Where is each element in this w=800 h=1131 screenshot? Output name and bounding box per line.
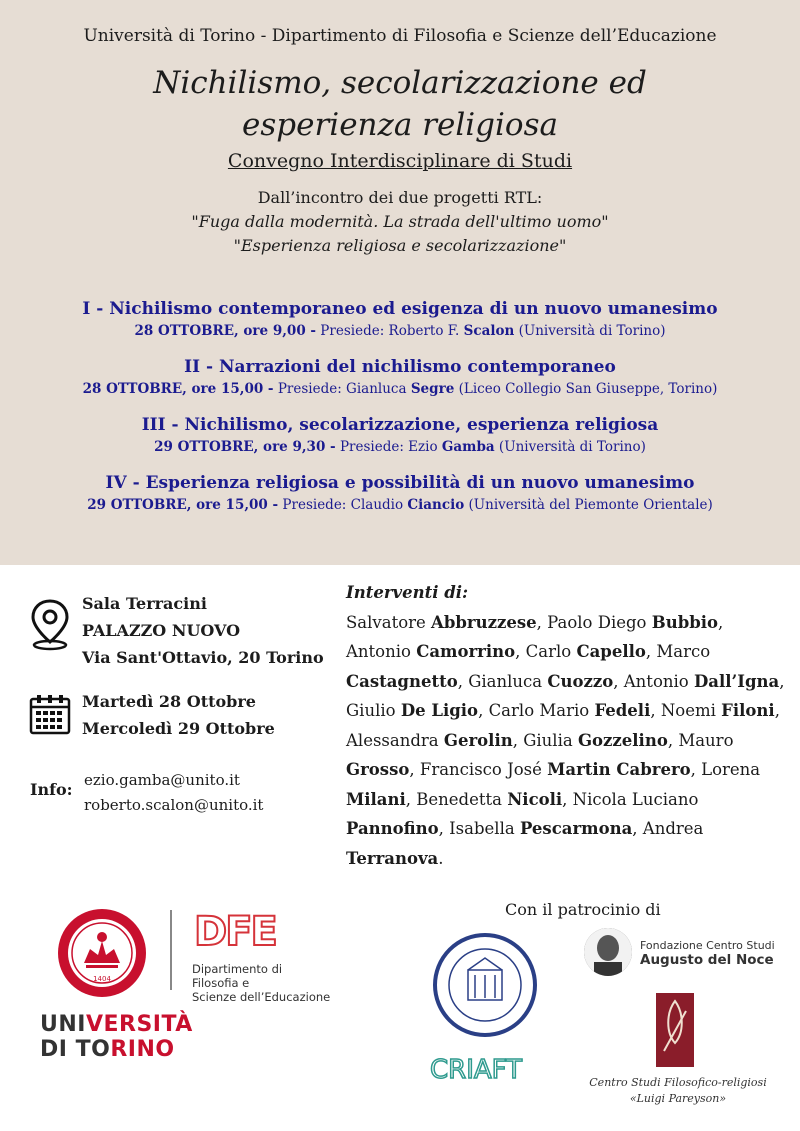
- session-title: IV - Esperienza religiosa e possibilità di un nuovo umanesimo: [105, 473, 695, 493]
- session: [0, 297, 800, 341]
- info-contacts: [84, 768, 263, 818]
- speaker-name: [523, 731, 678, 750]
- speaker-surname: Fedeli: [594, 701, 651, 720]
- dfe-mark: DFE: [194, 909, 276, 955]
- speaker-first-name: Nicola Luciano: [572, 789, 699, 809]
- speaker-separator: ,: [405, 789, 417, 809]
- speaker-first-name: Giulio: [346, 701, 401, 720]
- speaker-name: [489, 701, 661, 720]
- dfe-line-3: Scienze dell’Educazione: [192, 990, 331, 1004]
- speaker-name: [624, 672, 785, 691]
- speaker-first-name: Antonio: [346, 642, 417, 661]
- noce-line-2: Augusto del Noce: [640, 952, 774, 968]
- unito-wordmark-a: UNI: [40, 1012, 86, 1037]
- info-label: Info:: [30, 780, 73, 799]
- dfe-logo: [192, 905, 292, 955]
- speaker-separator: ,: [718, 612, 724, 632]
- session-title: I - Nichilismo contemporaneo ed esigenza di un nuovo umanesimo: [82, 299, 718, 319]
- speaker-separator: ,: [613, 671, 624, 691]
- session-chair-label: Presiede: Gianluca: [273, 381, 411, 397]
- unito-wordmark-b: VERSITÀ: [85, 1012, 193, 1037]
- conference-subtitle: Convegno Interdisciplinare di Studi: [227, 150, 573, 172]
- session-chair-surname: Gamba: [441, 439, 495, 455]
- speaker-separator: ,: [512, 730, 524, 750]
- speaker-name: [547, 613, 723, 632]
- speaker-surname: Milani: [346, 789, 406, 809]
- speaker-first-name: Francisco José: [419, 760, 548, 779]
- event-dates: [82, 688, 275, 742]
- augusto-del-noce-portrait: [584, 928, 632, 976]
- pareyson-line-2: «Luigi Pareyson»: [629, 1092, 727, 1105]
- speaker-surname: De Ligio: [400, 701, 479, 720]
- portrait-icon: [584, 928, 632, 976]
- criaft-mark: CRIAFT: [430, 1055, 523, 1082]
- logo-divider: [170, 910, 172, 990]
- conference-title: [0, 62, 800, 146]
- calendar-icon: [28, 694, 72, 736]
- speaker-name: [526, 642, 657, 661]
- session: [0, 355, 800, 399]
- speaker-separator: ,: [457, 671, 469, 691]
- speaker-first-name: Alessandra: [346, 730, 444, 750]
- speaker-first-name: Gianluca: [468, 671, 548, 691]
- date-day-2: Mercoledì 29 Ottobre: [82, 719, 275, 738]
- unito-wordmark-c: DI TO: [40, 1037, 111, 1062]
- unito-seal-year: 1404: [93, 975, 111, 983]
- dfe-line-2: Filosofia e: [192, 976, 250, 990]
- speaker-surname: Nicoli: [507, 789, 563, 809]
- pareyson-line-1: Centro Studi Filosofico-religiosi: [589, 1076, 767, 1089]
- speaker-separator: ,: [536, 612, 548, 632]
- session-when: 28 OTTOBRE, ore 15,00 -: [82, 381, 274, 397]
- speaker-surname: Terranova: [346, 848, 439, 868]
- speaker-first-name: Lorena: [701, 760, 761, 779]
- speaker-name: [416, 790, 572, 809]
- intro-line-1: Dall’incontro dei due progetti RTL:: [257, 188, 543, 207]
- speaker-name: [346, 731, 523, 750]
- session-when: 29 OTTOBRE, ore 15,00 -: [87, 497, 279, 513]
- speaker-name: [449, 819, 643, 838]
- unito-wordmark-d: RINO: [110, 1037, 175, 1062]
- speaker-name: [346, 613, 547, 632]
- speaker-surname: Gerolin: [443, 730, 513, 750]
- session-when: 29 OTTOBRE, ore 9,30 -: [154, 439, 336, 455]
- speaker-first-name: Marco: [656, 642, 711, 661]
- location-pin-icon: [28, 598, 72, 652]
- speaker-first-name: Mauro: [678, 730, 734, 750]
- speaker-first-name: Andrea: [642, 819, 704, 838]
- speaker-first-name: Carlo Mario: [488, 701, 595, 720]
- session-chair-surname: Segre: [410, 381, 455, 397]
- speaker-surname: Abbruzzese: [431, 612, 537, 632]
- speaker-first-name: Noemi: [660, 701, 722, 720]
- speaker-name: [420, 760, 701, 779]
- speaker-first-name: Carlo: [525, 642, 577, 661]
- speaker-separator: ,: [409, 760, 420, 779]
- session-affiliation: (Liceo Collegio San Giuseppe, Torino): [454, 381, 718, 397]
- speaker-separator: ,: [774, 701, 780, 720]
- speaker-surname: Castagnetto: [346, 671, 458, 691]
- speaker-name: [468, 672, 624, 691]
- speaker-first-name: Antonio: [623, 671, 694, 691]
- session-chair-surname: Scalon: [463, 323, 515, 339]
- patronage-label: Con il patrocinio di: [505, 900, 661, 919]
- unito-seal-logo: [50, 905, 160, 1005]
- speaker-name: [346, 701, 489, 720]
- venue-room: Sala Terracini: [82, 594, 207, 613]
- noce-line-1: Fondazione Centro Studi: [640, 939, 775, 952]
- speaker-first-name: Paolo Diego: [547, 612, 652, 632]
- venue-address: Via Sant'Ottavio, 20 Torino: [82, 648, 324, 667]
- session-chair-label: Presiede: Claudio: [278, 497, 408, 513]
- title-line-1: Nichilismo, secolarizzazione ed: [153, 65, 647, 101]
- session-title: II - Narrazioni del nichilismo contemporaneo: [184, 357, 616, 377]
- speaker-separator: ,: [562, 789, 573, 809]
- speaker-name: [661, 701, 780, 720]
- speaker-separator: .: [438, 848, 444, 868]
- sessions-list: [0, 297, 800, 529]
- session-affiliation: (Università del Piemonte Orientale): [464, 497, 713, 513]
- speaker-first-name: Salvatore: [346, 612, 432, 632]
- speaker-surname: Capello: [576, 642, 646, 661]
- noce-foundation-name: [640, 939, 775, 968]
- venue-building: PALAZZO NUOVO: [82, 621, 241, 640]
- contact-email-2[interactable]: roberto.scalon@unito.it: [84, 796, 264, 814]
- speaker-separator: ,: [667, 730, 679, 750]
- speakers-list: [346, 608, 786, 874]
- session-when: 28 OTTOBRE, ore 9,00 -: [134, 323, 317, 339]
- session-chair-label: Presiede: Ezio: [335, 439, 442, 455]
- session-meta: [0, 379, 800, 399]
- speaker-surname: Filoni: [721, 701, 775, 720]
- speaker-separator: ,: [779, 671, 785, 691]
- speaker-surname: Cuozzo: [547, 671, 614, 691]
- intro-line-3: "Esperienza religiosa e secolarizzazione": [233, 236, 567, 255]
- session: [0, 413, 800, 457]
- pareyson-center-name: [588, 1075, 768, 1107]
- contact-email-1[interactable]: ezio.gamba@unito.it: [84, 771, 240, 789]
- session-meta: [0, 437, 800, 457]
- speaker-surname: Pannofino: [346, 819, 439, 838]
- theology-faculty-seal-logo: [430, 930, 540, 1040]
- university-line: Università di Torino - Dipartimento di Filosofia e Scienze dell’Educazione: [83, 26, 717, 46]
- venue: [82, 590, 324, 671]
- session-title: III - Nichilismo, secolarizzazione, esperienza religiosa: [141, 415, 659, 435]
- speaker-separator: ,: [645, 642, 657, 661]
- speakers-section: [346, 578, 786, 873]
- dfe-line-1: Dipartimento di: [192, 962, 283, 976]
- speaker-separator: ,: [690, 760, 702, 779]
- projects-intro: [0, 186, 800, 258]
- session-meta: [0, 495, 800, 515]
- session-meta: [0, 321, 800, 341]
- unito-wordmark: [40, 1012, 193, 1062]
- speaker-first-name: Isabella: [449, 819, 520, 838]
- speaker-separator: ,: [632, 819, 643, 838]
- speaker-separator: ,: [438, 819, 450, 838]
- speaker-separator: ,: [515, 642, 526, 661]
- speaker-separator: ,: [650, 701, 661, 720]
- speaker-surname: Dall’Igna: [693, 671, 780, 691]
- speaker-surname: Bubbio: [651, 612, 719, 632]
- session: [0, 471, 800, 515]
- date-day-1: Martedì 28 Ottobre: [82, 692, 256, 711]
- speaker-surname: Martin Cabrero: [547, 760, 691, 779]
- pareyson-center-logo: [656, 993, 694, 1067]
- session-affiliation: (Università di Torino): [514, 323, 666, 339]
- session-chair-label: Presiede: Roberto F.: [316, 323, 464, 339]
- speaker-first-name: Benedetta: [416, 789, 508, 809]
- dfe-department-name: [192, 962, 330, 1004]
- speaker-surname: Camorrino: [416, 642, 516, 661]
- speaker-surname: Pescarmona: [519, 819, 633, 838]
- speaker-surname: Gozzelino: [577, 730, 668, 750]
- speaker-first-name: Giulia: [523, 730, 578, 750]
- intro-line-2: "Fuga dalla modernità. La strada dell'ultimo uomo": [191, 212, 609, 231]
- speaker-separator: ,: [478, 701, 489, 720]
- criaft-logo: [430, 1052, 540, 1082]
- session-affiliation: (Università di Torino): [494, 439, 646, 455]
- speakers-heading: Interventi di:: [346, 583, 469, 602]
- session-chair-surname: Ciancio: [407, 497, 465, 513]
- speaker-surname: Grosso: [346, 760, 410, 779]
- title-line-2: esperienza religiosa: [242, 107, 558, 143]
- speaker-name: [346, 642, 526, 661]
